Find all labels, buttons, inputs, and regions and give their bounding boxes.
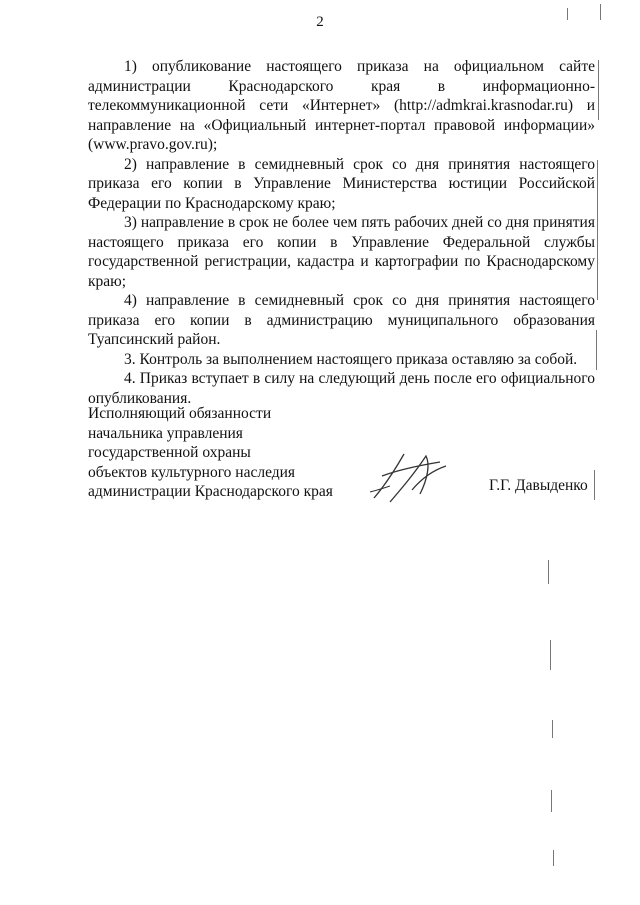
scan-edge-mark — [600, 4, 601, 20]
signatory-position-line: государственной охраны — [88, 444, 251, 461]
scan-edge-mark — [552, 720, 553, 738]
paragraph-effective-date: 4. Приказ вступает в силу на следующий день после его официального опубликования. — [88, 370, 595, 407]
signatory-position-line: начальника управления — [88, 424, 243, 442]
scan-edge-mark — [596, 330, 597, 370]
signatory-name: Г.Г. Давыденко — [489, 477, 588, 494]
paragraph-municipal-administration: 4) направление в семидневный срок со дня принятия настоящего приказа его копии в администрацию муниципального образования Туапсинский район. — [88, 292, 595, 348]
handwritten-signature — [368, 448, 448, 504]
scan-edge-mark — [548, 560, 549, 584]
signatory-position — [88, 404, 333, 502]
scan-edge-mark — [597, 160, 598, 300]
scan-edge-mark — [567, 8, 568, 20]
scan-edge-mark — [550, 640, 551, 670]
scan-edge-mark — [551, 790, 552, 812]
paragraph-publication: 1) опубликование настоящего приказа на официальном сайте администрации Краснодарского края в информационно-телекоммуникационной сети «Интернет» (http://admkrai.krasnodar.ru) и направление на «Официальный интернет-портал правовой информации» (www.pravo.gov.ru); — [88, 58, 595, 153]
scan-edge-mark — [594, 470, 595, 500]
signatory-position-line: объектов культурного наследия — [88, 463, 296, 481]
signatory-position-line: администрации Краснодарского края — [88, 483, 333, 500]
paragraph-registration-service: 3) направление в срок не более чем пять рабочих дней со дня принятия настоящего приказа его копии в Управление Федеральной службы государственной регистрации, кадастра и картографии по Краснодарскому краю; — [88, 214, 595, 290]
scan-edge-mark — [553, 850, 554, 866]
scan-edge-mark — [598, 60, 599, 120]
page-number: 2 — [316, 14, 324, 30]
signatory-position-line: Исполняющий обязанности — [88, 405, 272, 422]
paragraph-justice-ministry: 2) направление в семидневный срок со дня принятия настоящего приказа его копии в Управление Министерства юстиции Российской Федерации по Краснодарскому краю; — [88, 155, 595, 212]
document-body — [88, 57, 595, 408]
paragraph-control: 3. Контроль за выполнением настоящего приказа оставляю за собой. — [124, 350, 578, 368]
